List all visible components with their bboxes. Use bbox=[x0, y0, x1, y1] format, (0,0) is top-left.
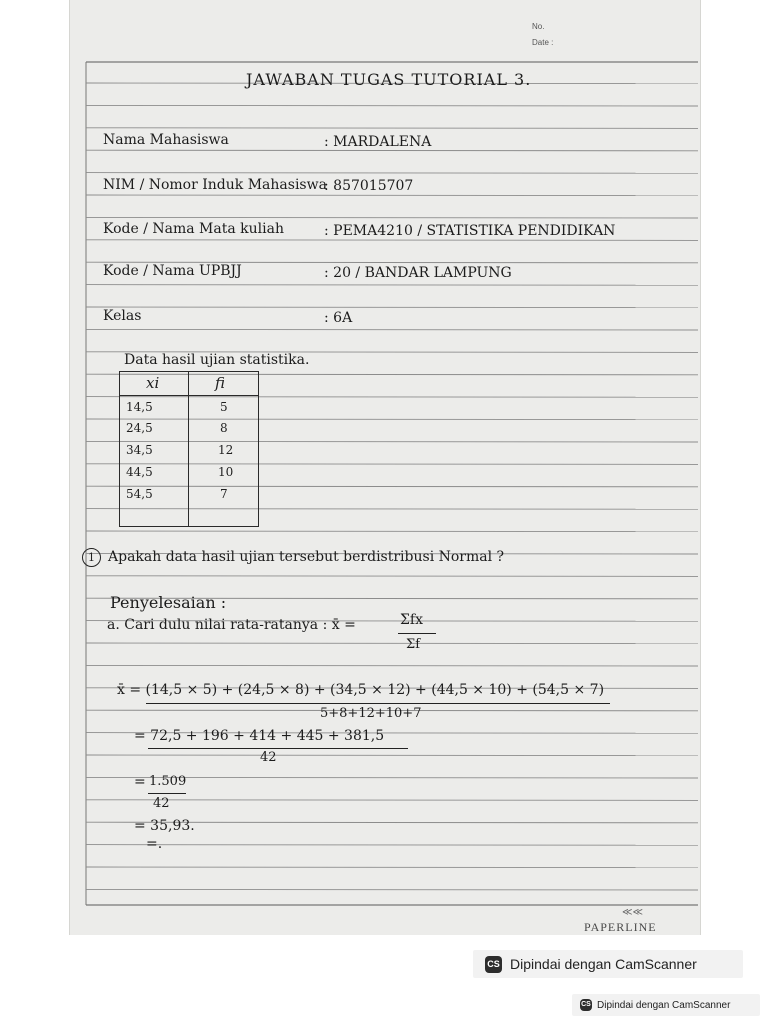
table-cell-f: 10 bbox=[218, 465, 234, 479]
identity-value-nim: : 857015707 bbox=[324, 178, 414, 194]
table-cell-f: 7 bbox=[220, 487, 228, 501]
step-a-text: a. Cari dulu nilai rata-ratanya : x̄ = bbox=[107, 617, 356, 633]
camscanner-text: Dipindai dengan CamScanner bbox=[510, 956, 697, 972]
header-number-label: No. bbox=[532, 22, 545, 31]
mean-formula-numerator: Σfx bbox=[400, 612, 423, 628]
table-cell-x: 24,5 bbox=[126, 421, 153, 435]
camscanner-text: Dipindai dengan CamScanner bbox=[597, 999, 731, 1011]
data-table bbox=[119, 371, 259, 527]
camscanner-watermark bbox=[473, 950, 743, 978]
equals-sign: = bbox=[134, 774, 146, 790]
fraction-bar bbox=[146, 703, 610, 704]
identity-label-nim: NIM / Nomor Induk Mahasiswa bbox=[103, 177, 327, 193]
table-cell-f: 8 bbox=[220, 421, 228, 435]
table-header-divider bbox=[120, 395, 258, 396]
identity-value-name: : MARDALENA bbox=[324, 134, 432, 150]
page-title: JAWABAN TUGAS TUTORIAL 3. bbox=[246, 70, 532, 89]
identity-value-upbjj: : 20 / BANDAR LAMPUNG bbox=[324, 265, 512, 281]
table-cell-x: 44,5 bbox=[126, 465, 153, 479]
camscanner-logo-icon: CS bbox=[485, 956, 502, 973]
table-caption: Data hasil ujian statistika. bbox=[124, 352, 310, 368]
table-cell-x: 54,5 bbox=[126, 487, 153, 501]
equation-denominator-expanded: 5+8+12+10+7 bbox=[320, 706, 422, 721]
mean-formula-denominator: Σf bbox=[406, 637, 421, 652]
equation-numerator-products: = 72,5 + 196 + 414 + 445 + 381,5 bbox=[134, 728, 385, 744]
camscanner-logo-icon: CS bbox=[580, 999, 592, 1011]
camscanner-watermark-small bbox=[572, 994, 760, 1016]
identity-value-class: : 6A bbox=[324, 310, 353, 326]
table-header-fi: fi bbox=[215, 374, 226, 392]
identity-label-name: Nama Mahasiswa bbox=[103, 132, 229, 148]
equation-denominator-sum: 42 bbox=[260, 750, 277, 765]
identity-value-course: : PEMA4210 / STATISTIKA PENDIDIKAN bbox=[324, 223, 616, 239]
paperline-brand: PAPERLINE bbox=[584, 920, 657, 934]
fraction-bar bbox=[148, 748, 408, 749]
paperline-logo-icon: ≪≪ bbox=[622, 907, 643, 918]
notebook-page bbox=[69, 0, 701, 935]
identity-label-upbjj: Kode / Nama UPBJJ bbox=[103, 263, 242, 279]
identity-label-course: Kode / Nama Mata kuliah bbox=[103, 221, 284, 237]
equation-result: = 35,93. bbox=[134, 818, 195, 834]
table-cell-f: 5 bbox=[220, 400, 228, 414]
equation-end-mark: =. bbox=[146, 836, 163, 852]
identity-label-class: Kelas bbox=[103, 308, 142, 324]
table-header-xi: xi bbox=[146, 374, 160, 392]
solution-title: Penyelesaian : bbox=[110, 593, 227, 612]
table-cell-x: 14,5 bbox=[126, 400, 153, 414]
equation-numerator-expanded: x̄ = (14,5 × 5) + (24,5 × 8) + (34,5 × 12) + (44,5 × 10) + (54,5 × 7) bbox=[117, 682, 605, 698]
equation-denominator-total: 42 bbox=[153, 796, 170, 811]
question-text: Apakah data hasil ujian tersebut berdistribusi Normal ? bbox=[108, 549, 505, 565]
table-cell-f: 12 bbox=[218, 443, 234, 457]
header-date-label: Date : bbox=[532, 38, 554, 47]
table-cell-x: 34,5 bbox=[126, 443, 153, 457]
fraction-bar bbox=[398, 633, 436, 634]
equation-numerator-total: 1.509 bbox=[149, 774, 187, 789]
fraction-bar bbox=[148, 793, 186, 794]
question-number: 1 bbox=[82, 548, 101, 567]
